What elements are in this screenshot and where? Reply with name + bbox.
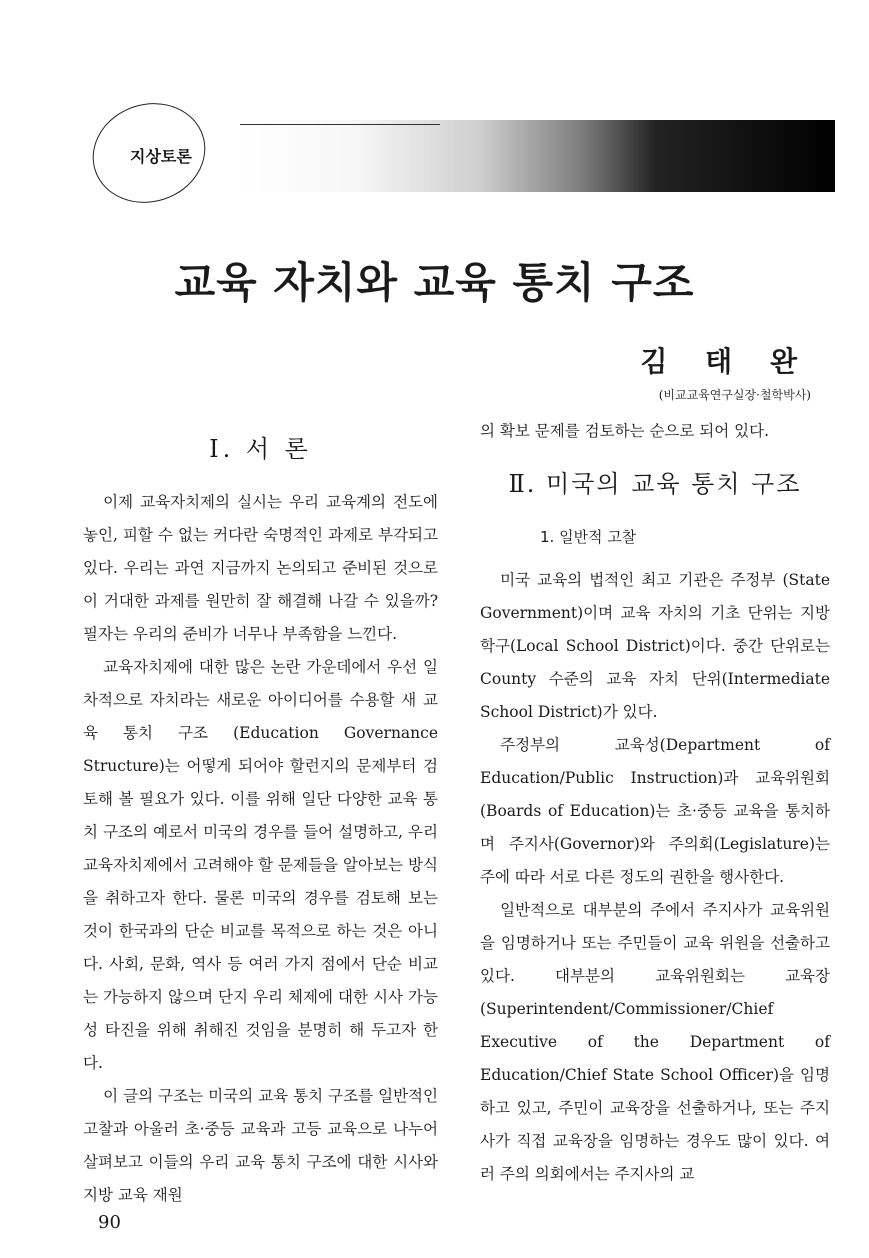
header-rule: [240, 124, 440, 125]
header-band: [240, 120, 835, 192]
paragraph-continuation: 의 확보 문제를 검토하는 순으로 되어 있다.: [480, 422, 770, 440]
subsection-heading: 1. 일반적 고찰: [540, 528, 637, 546]
author-affiliation: (비교교육연구실장·철학박사): [658, 388, 811, 402]
page-number: 90: [98, 1212, 121, 1233]
section-heading-introduction: Ⅰ. 서 론: [209, 435, 312, 463]
paragraph: 주정부의 교육성(Department of Education/Public Instruction)과 교육위원회 (Boards of Education)는 초·중등 교육을 통치하며 주지사(Governor)와 주의회(Legislature)는 주에 따라 서로 다른 정도의 권한을 행사한다.: [480, 736, 830, 886]
section-label: 지상토론: [130, 147, 192, 166]
author-block: [640, 340, 811, 403]
paragraph: 교육자치제에 대한 많은 논란 가운데에서 우선 일차적으로 자치라는 새로운 아이디어를 수용할 새 교육 통치 구조 (Education Governance Structure)는 어떻게 되어야 할런지의 문제부터 검토해 볼 필요가 있다. 이를 위해 일단 다양한 교육 통치 구조의 예로서 미국의 경우를 들어 설명하고, 우리 교육자치제에서 고려해야 할 문제들을 알아보는 방식을 취하고자 한다. 물론 미국의 경우를 검토해 보는 것이 한국과의 단순 비교를 목적으로 하는 것은 아니다. 사회, 문화, 역사 등 여러 가지 점에서 단순 비교는 가능하지 않으며 단지 우리 체제에 대한 시사 가능성 타진을 위해 취해진 것임을 분명히 해 두고자 한다.: [83, 658, 438, 1072]
paragraph: 이제 교육자치제의 실시는 우리 교육계의 전도에 놓인, 피할 수 없는 커다란 숙명적인 과제로 부각되고 있다. 우리는 과연 지금까지 논의되고 준비된 것으로 이 거대한 과제를 원만히 잘 해결해 나갈 수 있을까? 필자는 우리의 준비가 너무나 부족함을 느낀다.: [83, 493, 438, 643]
article-title: 교육 자치와 교육 통치 구조: [174, 258, 695, 307]
section-heading-us-governance: Ⅱ. 미국의 교육 통치 구조: [508, 470, 802, 498]
right-column: [480, 415, 830, 1191]
left-column: [83, 415, 438, 1212]
paragraph: 일반적으로 대부분의 주에서 주지사가 교육위원을 임명하거나 또는 주민들이 교육 위원을 선출하고 있다. 대부분의 교육위원회는 교육장(Superintendent/Commissioner/Chief Executive of the Department of Education/Chief State School Officer)을 임명하고 있고, 주민이 교육장을 선출하거나, 또는 주지사가 직접 교육장을 임명하는 경우도 많이 있다. 여러 주의 의회에서는 주지사의 교: [480, 901, 830, 1183]
author-name: 김 태 완: [640, 345, 811, 378]
paragraph: 미국 교육의 법적인 최고 기관은 주정부 (State Government)이며 교육 자치의 기초 단위는 지방 학구(Local School District)이다. 중간 단위로는 County 수준의 교육 자치 단위(Intermediate School District)가 있다.: [480, 571, 830, 721]
paragraph: 이 글의 구조는 미국의 교육 통치 구조를 일반적인 고찰과 아울러 초·중등 교육과 고등 교육으로 나누어 살펴보고 이들의 우리 교육 통치 구조에 대한 시사와 지방 교육 재원: [83, 1087, 438, 1204]
